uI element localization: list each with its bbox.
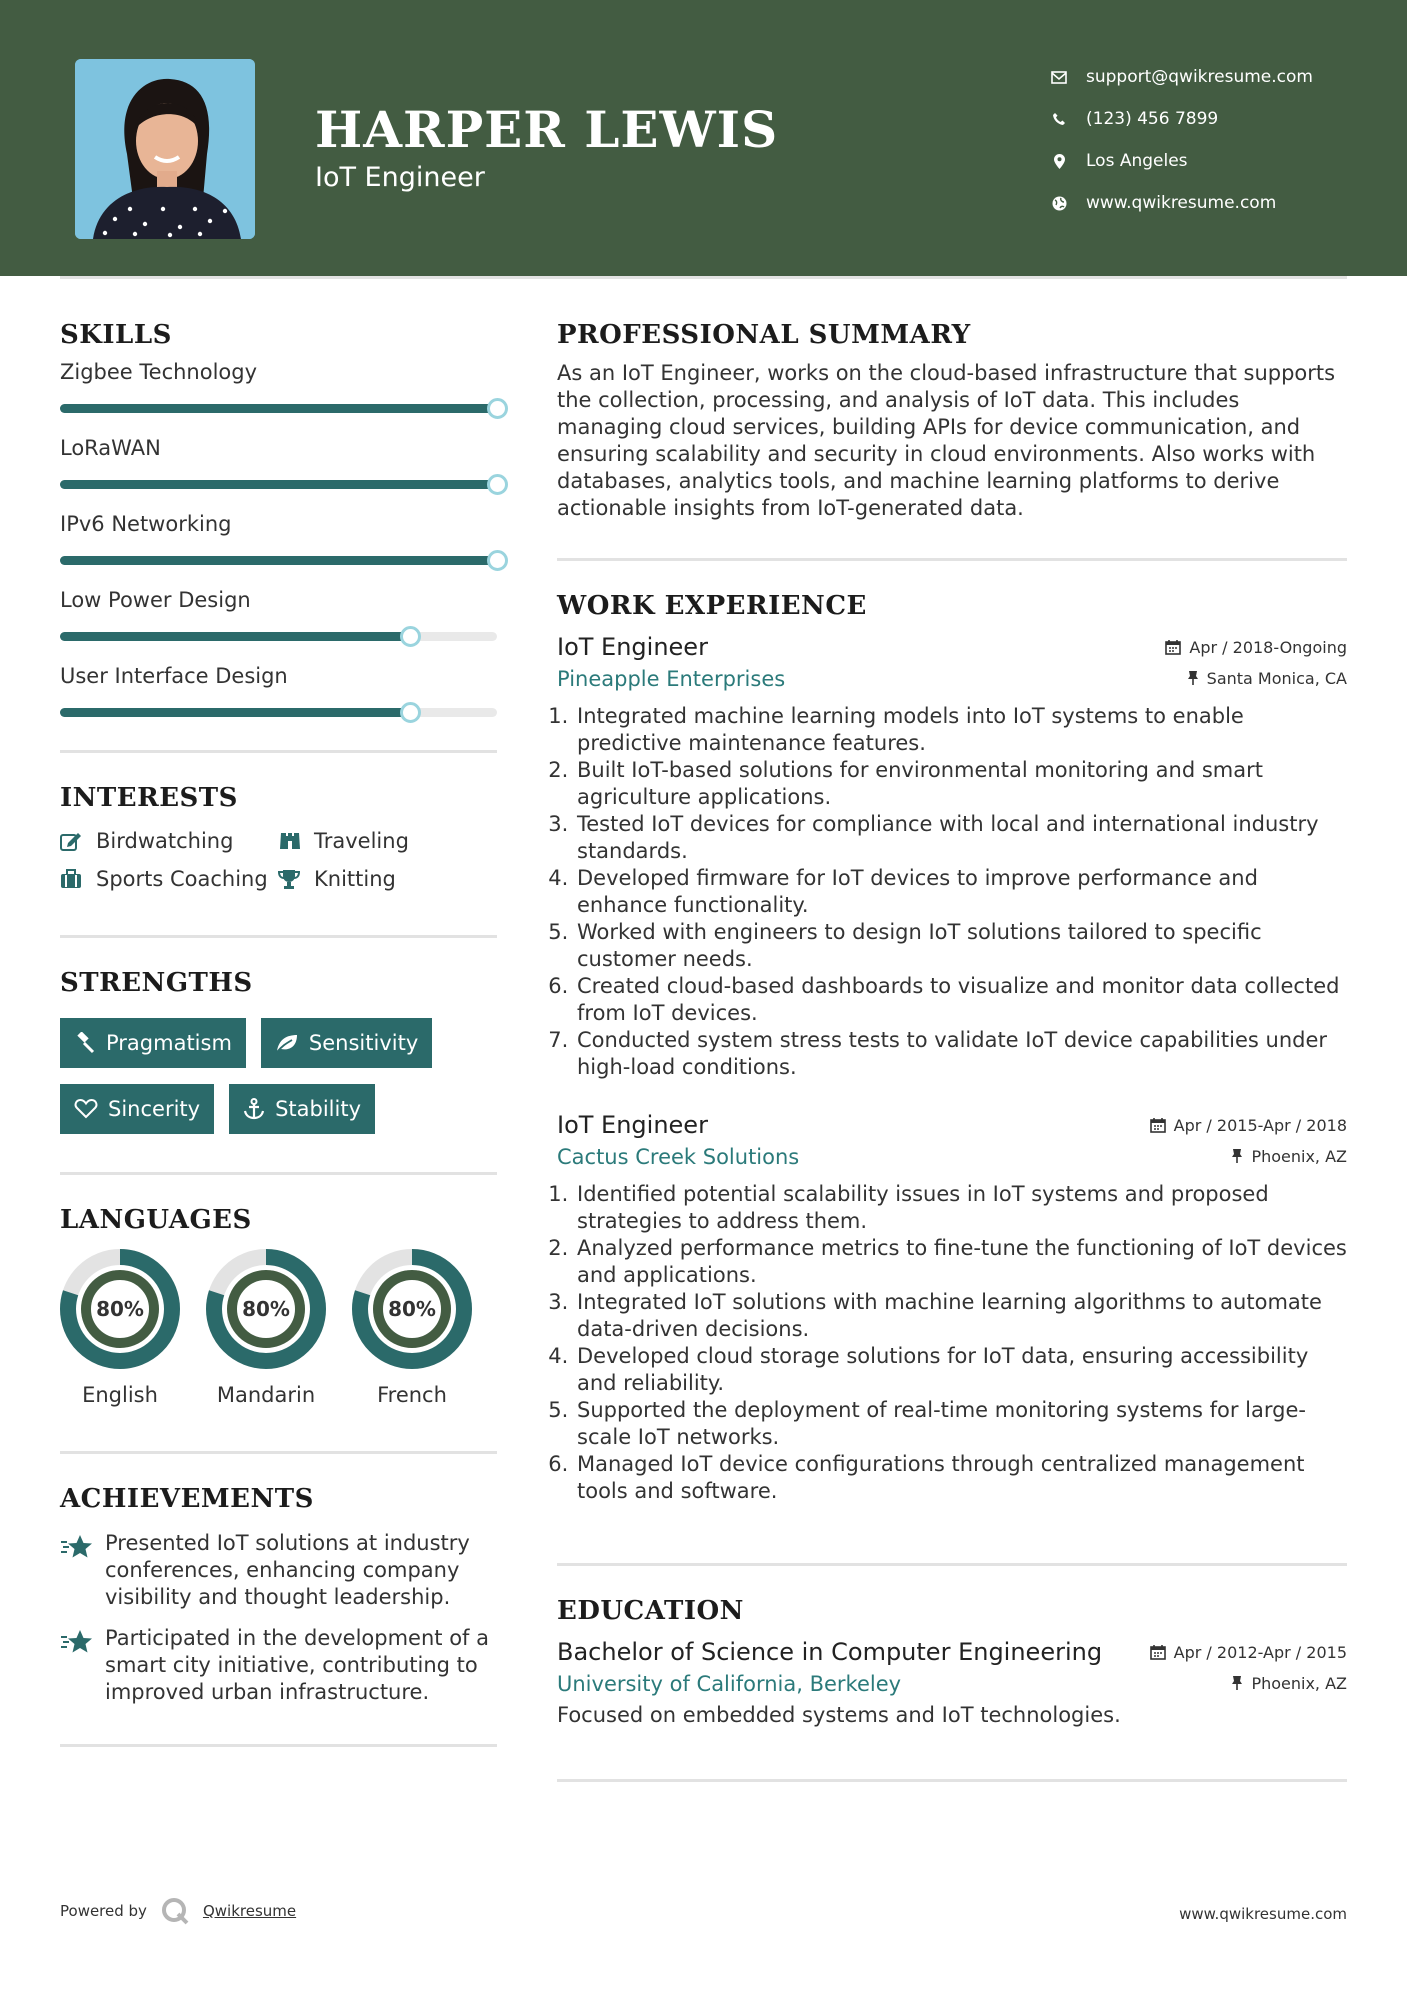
briefcase-icon — [60, 869, 96, 889]
section-divider — [60, 750, 497, 753]
star-award-icon — [60, 1625, 105, 1706]
skill-item — [60, 664, 497, 726]
section-divider — [557, 1779, 1347, 1782]
education-dates — [1150, 1643, 1347, 1662]
duty-item: 6. Created cloud-based dashboards to visualize and monitor data collected from IoT devices. — [575, 973, 1347, 1027]
interest-item — [278, 829, 497, 853]
interests-list — [60, 829, 497, 891]
job-location — [1187, 669, 1347, 688]
strength-badge — [60, 1084, 214, 1134]
education-entry — [557, 1638, 1347, 1729]
education-degree: Bachelor of Science in Computer Engineering — [557, 1638, 1103, 1666]
skill-label: User Interface Design — [60, 664, 288, 688]
job-company: Pineapple Enterprises — [557, 667, 786, 691]
brand-link[interactable]: Qwikresume — [202, 1902, 297, 1920]
duty-item: 7. Conducted system stress tests to validate IoT device capabilities under high-load conditions. — [575, 1027, 1347, 1081]
job-duties — [557, 703, 1347, 1081]
footer-powered-by — [60, 1897, 296, 1925]
job-dates — [1150, 1116, 1347, 1135]
calendar-icon — [1150, 1117, 1166, 1133]
strength-badge — [60, 1018, 246, 1068]
language-item — [60, 1249, 180, 1407]
job-location — [1231, 1147, 1347, 1166]
pushpin-icon — [1231, 1148, 1243, 1164]
language-item — [352, 1249, 472, 1407]
skill-item — [60, 588, 497, 650]
interest-label: Birdwatching — [96, 829, 234, 853]
resume-header — [0, 0, 1407, 276]
contact-location — [1050, 140, 1380, 182]
skill-bar — [60, 404, 497, 413]
skill-bar-fill — [60, 708, 410, 717]
skill-bar-fill — [60, 404, 497, 413]
contact-list — [1050, 56, 1380, 224]
education-note: Focused on embedded systems and IoT technologies. — [557, 1703, 1121, 1727]
location-pin-icon — [1050, 154, 1086, 169]
contact-location-text: Los Angeles — [1086, 151, 1188, 171]
duty-item: 3. Tested IoT devices for compliance with local and international industry standards. — [575, 811, 1347, 865]
languages-list — [60, 1249, 497, 1407]
phone-icon — [1050, 112, 1086, 126]
achievement-text: Participated in the development of a smart city initiative, contributing to improved urban infrastructure. — [105, 1626, 489, 1704]
skill-bar — [60, 632, 497, 641]
leaf-icon — [275, 1033, 299, 1053]
interests-heading: INTERESTS — [60, 783, 238, 813]
language-percent: 80% — [388, 1297, 436, 1321]
section-divider — [60, 935, 497, 938]
education-location — [1231, 1674, 1347, 1693]
strength-badge — [261, 1018, 432, 1068]
job-dates — [1165, 638, 1347, 657]
left-column — [60, 320, 497, 1747]
skill-bar-fill — [60, 480, 497, 489]
summary-text: As an IoT Engineer, works on the cloud-based infrastructure that supports the collection, processing, and analysis of IoT data. This includes managing cloud services, building APIs for device communication, and ensuring scalability and security in cloud environments. Also works with databases, analytics tools, and machine learning platforms to derive actionable insights from IoT-generated data. — [557, 361, 1336, 520]
skill-label: LoRaWAN — [60, 436, 161, 460]
qwikresume-logo-icon — [161, 1897, 191, 1925]
heart-icon — [74, 1099, 98, 1119]
skill-label: Zigbee Technology — [60, 360, 258, 384]
interest-label: Traveling — [314, 829, 409, 853]
languages-heading: LANGUAGES — [60, 1205, 252, 1235]
language-name: French — [377, 1383, 447, 1407]
candidate-name: HARPER LEWIS — [315, 100, 779, 159]
duty-item: 1. Integrated machine learning models into IoT systems to enable predictive maintenance features. — [575, 703, 1347, 757]
language-donut — [206, 1249, 326, 1369]
language-item — [206, 1249, 326, 1407]
language-percent: 80% — [96, 1297, 144, 1321]
duty-item: 4. Developed cloud storage solutions for IoT data, ensuring accessibility and reliability. — [575, 1343, 1347, 1397]
envelope-icon — [1050, 71, 1086, 84]
strength-label: Sensitivity — [308, 1031, 419, 1055]
job-dates-text: Apr / 2018-Ongoing — [1189, 637, 1347, 657]
language-donut — [352, 1249, 472, 1369]
skill-bar-fill — [60, 556, 497, 565]
section-divider — [60, 1744, 497, 1747]
achievement-item — [60, 1530, 497, 1611]
language-name: Mandarin — [216, 1383, 316, 1407]
job-entry — [557, 633, 1347, 1081]
gavel-icon — [74, 1032, 96, 1054]
duty-item: 2. Built IoT-based solutions for environmental monitoring and smart agriculture applications. — [575, 757, 1347, 811]
duty-item: 3. Integrated IoT solutions with machine learning algorithms to automate data-driven decisions. — [575, 1289, 1347, 1343]
interest-label: Sports Coaching — [96, 867, 268, 891]
duty-item: 5. Worked with engineers to design IoT solutions tailored to specific customer needs. — [575, 919, 1347, 973]
skill-bar-fill — [60, 632, 410, 641]
duty-item: 2. Analyzed performance metrics to fine-tune the functioning of IoT devices and applications. — [575, 1235, 1347, 1289]
skill-label: Low Power Design — [60, 588, 251, 612]
section-divider — [60, 1451, 497, 1454]
job-location-text: Santa Monica, CA — [1206, 668, 1347, 688]
strengths-heading: STRENGTHS — [60, 968, 253, 998]
skill-label: IPv6 Networking — [60, 512, 232, 536]
interest-item — [60, 829, 278, 853]
skills-list — [60, 360, 497, 726]
skill-bar — [60, 708, 497, 717]
binoculars-icon — [278, 831, 314, 851]
strengths-list — [60, 1018, 497, 1134]
skill-bar — [60, 480, 497, 489]
job-location-text: Phoenix, AZ — [1251, 1146, 1347, 1166]
education-location-text: Phoenix, AZ — [1251, 1673, 1347, 1693]
duty-item: 1. Identified potential scalability issues in IoT systems and proposed strategies to address them. — [575, 1181, 1347, 1235]
skill-item — [60, 360, 497, 422]
strength-label: Sincerity — [108, 1097, 201, 1121]
job-role: IoT Engineer — [557, 633, 708, 661]
globe-icon — [1050, 196, 1086, 211]
achievement-text: Presented IoT solutions at industry conferences, enhancing company visibility and thought leadership. — [105, 1531, 470, 1609]
interest-item — [60, 867, 278, 891]
footer-website[interactable]: www.qwikresume.com — [1179, 1905, 1347, 1923]
achievements-heading: ACHIEVEMENTS — [60, 1484, 314, 1514]
interest-item — [278, 867, 497, 891]
contact-phone[interactable] — [1050, 98, 1380, 140]
duty-item: 4. Developed firmware for IoT devices to improve performance and enhance functionality. — [575, 865, 1347, 919]
skill-bar-knob — [487, 398, 508, 419]
skill-bar-knob — [400, 702, 421, 723]
section-divider — [60, 1172, 497, 1175]
skill-item — [60, 512, 497, 574]
achievement-item — [60, 1625, 497, 1706]
duty-item: 5. Supported the deployment of real-time monitoring systems for large-scale IoT networks. — [575, 1397, 1347, 1451]
skill-bar-knob — [400, 626, 421, 647]
skill-bar — [60, 556, 497, 565]
language-percent: 80% — [242, 1297, 290, 1321]
job-dates-text: Apr / 2015-Apr / 2018 — [1173, 1115, 1347, 1135]
powered-by-text: Powered by — [60, 1902, 147, 1920]
header-divider — [60, 276, 1347, 279]
language-donut — [60, 1249, 180, 1369]
section-divider — [557, 558, 1347, 561]
summary-heading: PROFESSIONAL SUMMARY — [557, 320, 971, 350]
pencil-square-icon — [60, 831, 96, 851]
contact-website-text: www.qwikresume.com — [1086, 193, 1277, 213]
interest-label: Knitting — [314, 867, 396, 891]
education-dates-text: Apr / 2012-Apr / 2015 — [1173, 1642, 1347, 1662]
job-role: IoT Engineer — [557, 1111, 708, 1139]
candidate-title: IoT Engineer — [315, 162, 485, 193]
skill-bar-knob — [487, 550, 508, 571]
profile-photo — [75, 59, 255, 239]
strength-label: Stability — [275, 1097, 362, 1121]
calendar-icon — [1150, 1644, 1166, 1660]
education-school: University of California, Berkeley — [557, 1672, 902, 1696]
section-divider — [557, 1563, 1347, 1566]
strength-badge — [229, 1084, 375, 1134]
pushpin-icon — [1231, 1675, 1243, 1691]
contact-email-text: support@qwikresume.com — [1086, 67, 1313, 87]
right-column — [557, 320, 1347, 1782]
duty-item: 6. Managed IoT device configurations through centralized management tools and software. — [575, 1451, 1347, 1505]
education-heading: EDUCATION — [557, 1596, 744, 1626]
calendar-icon — [1165, 639, 1181, 655]
contact-phone-text: (123) 456 7899 — [1086, 109, 1219, 129]
contact-email[interactable] — [1050, 56, 1380, 98]
trophy-icon — [278, 869, 314, 889]
job-entry — [557, 1111, 1347, 1505]
skill-item — [60, 436, 497, 498]
anchor-icon — [243, 1098, 265, 1120]
experience-heading: WORK EXPERIENCE — [557, 591, 867, 621]
contact-website[interactable] — [1050, 182, 1380, 224]
language-name: English — [82, 1383, 158, 1407]
job-duties — [557, 1181, 1347, 1505]
strength-label: Pragmatism — [106, 1031, 232, 1055]
skill-bar-knob — [487, 474, 508, 495]
job-company: Cactus Creek Solutions — [557, 1145, 800, 1169]
star-award-icon — [60, 1530, 105, 1611]
skills-heading: SKILLS — [60, 320, 172, 350]
pushpin-icon — [1187, 670, 1199, 686]
